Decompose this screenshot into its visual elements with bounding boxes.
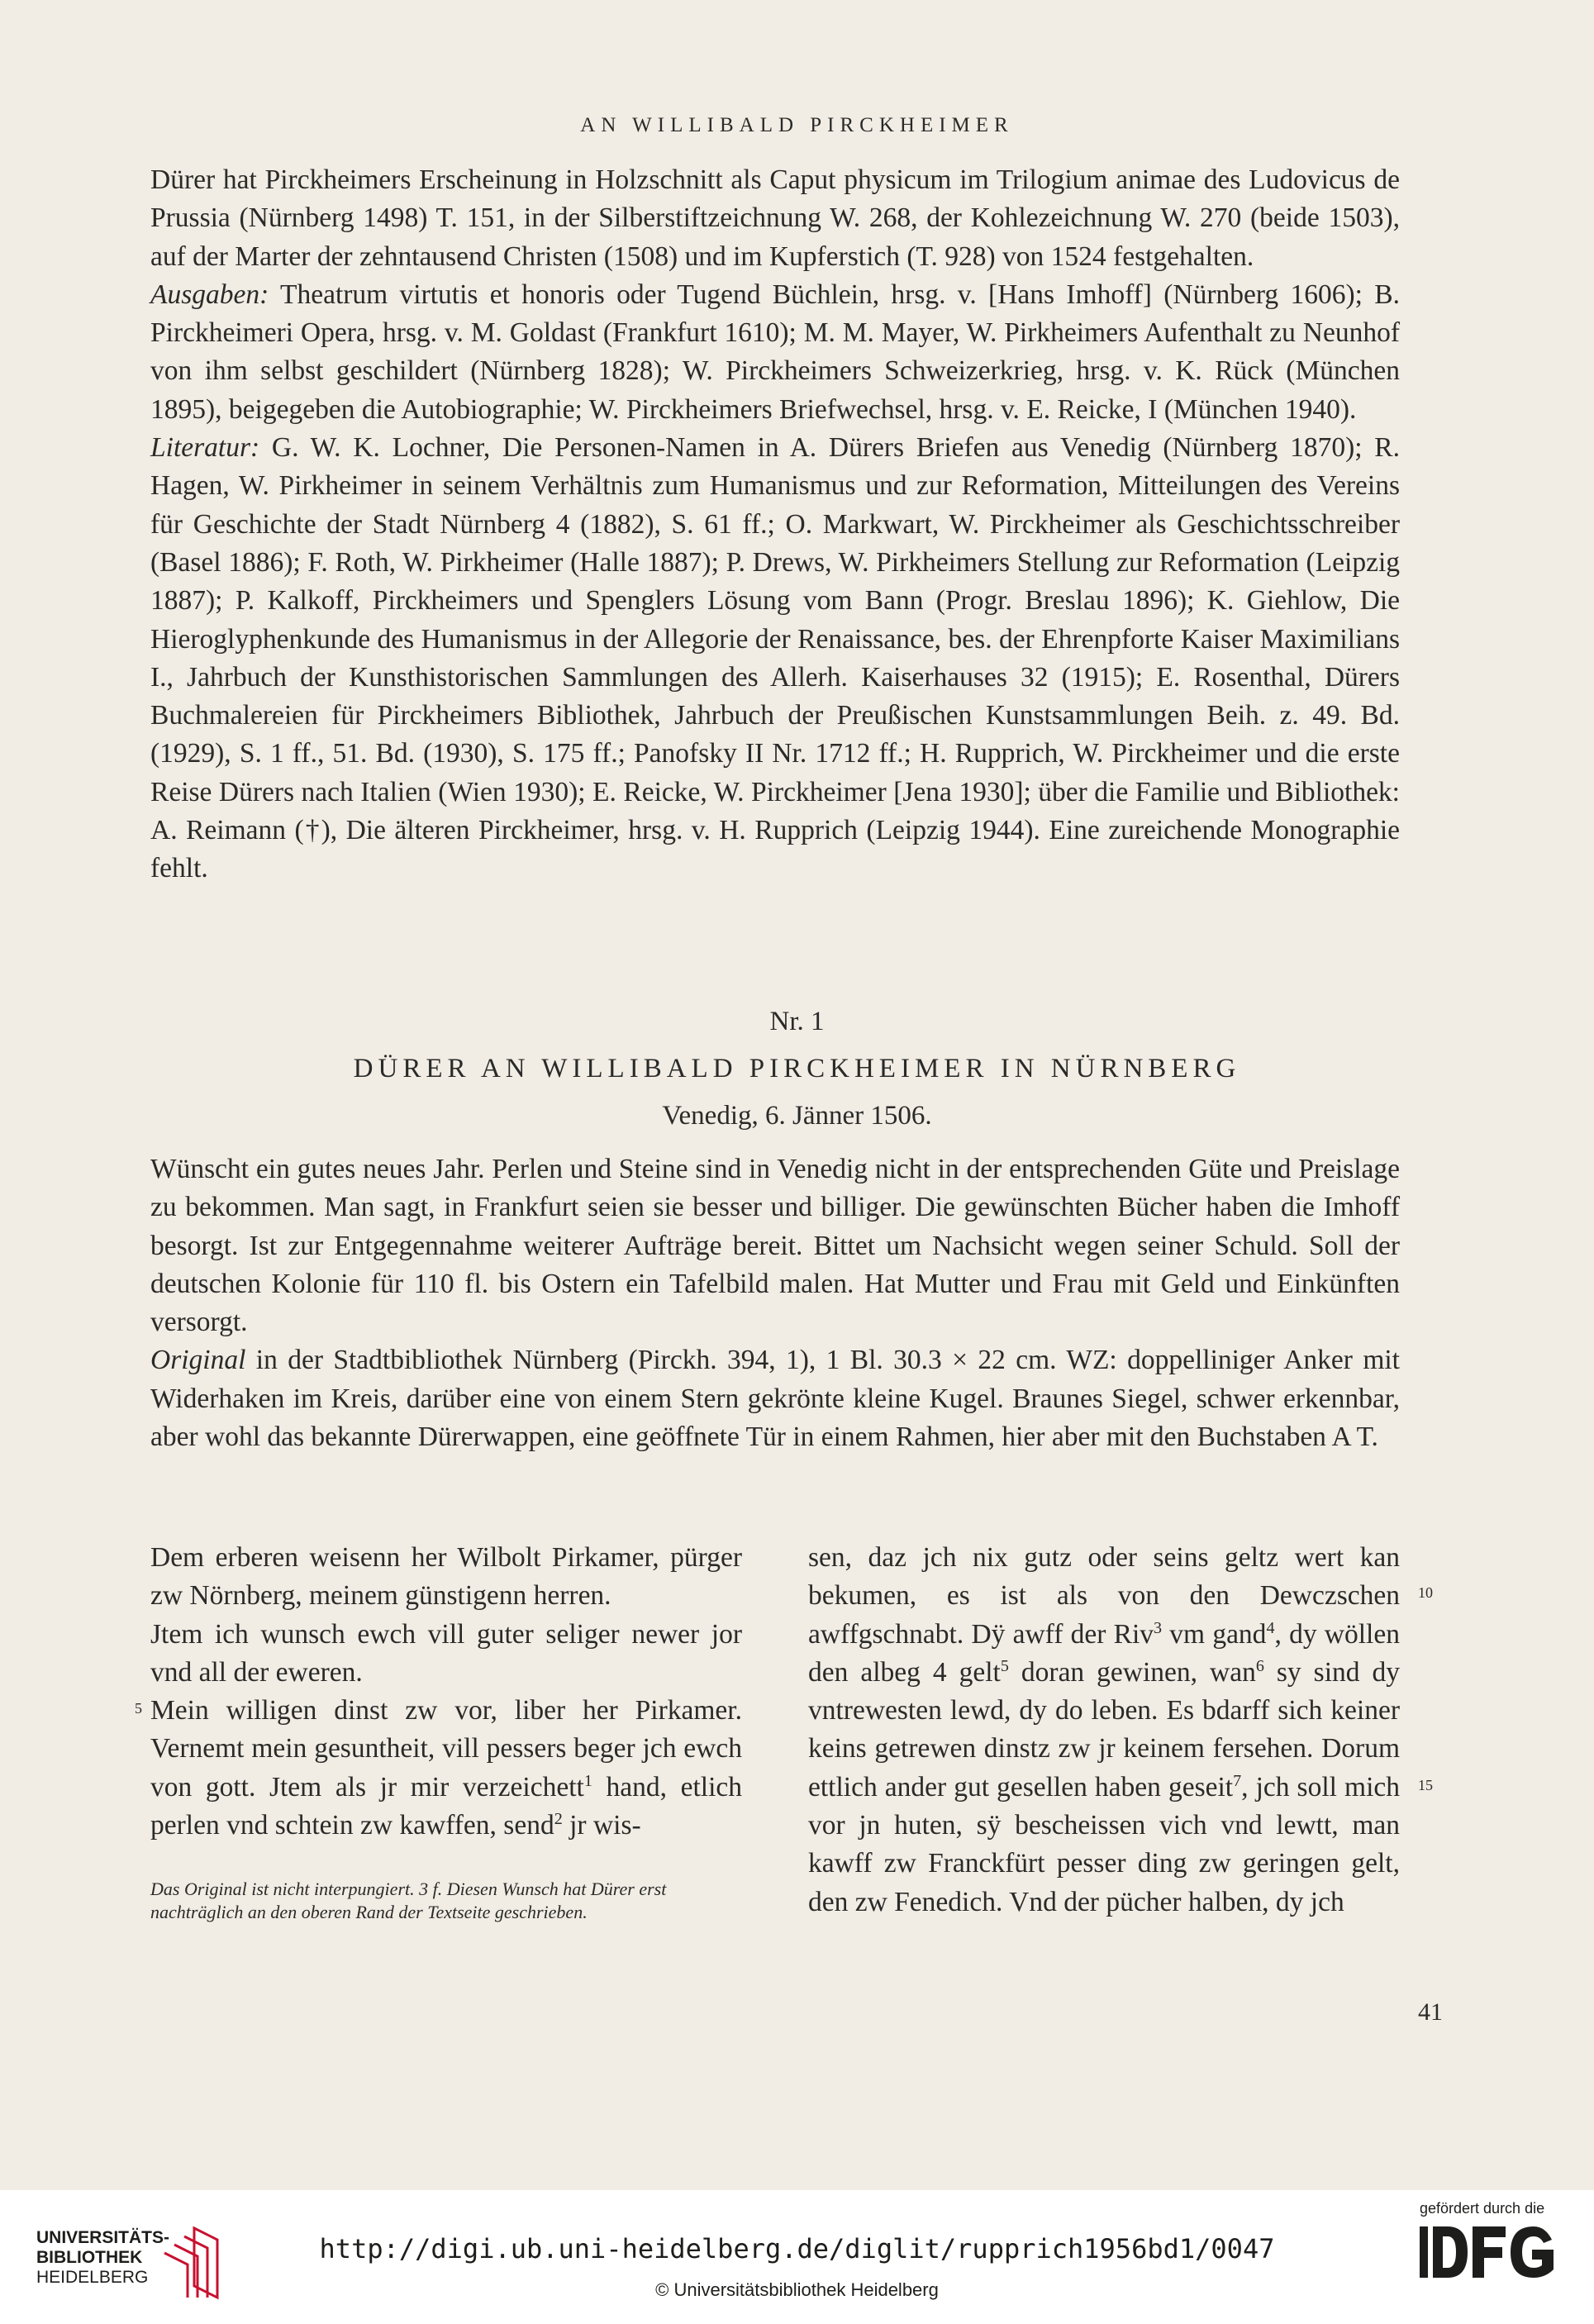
ausgaben-paragraph — [150, 276, 1400, 429]
letter-number: Nr. 1 — [769, 1007, 825, 1036]
intro-paragraph: Dürer hat Pirckheimers Erscheinung in Holzschnitt als Caput physicum im Trilogium animae des Ludovicus de Prussia (Nürnberg 1498) T. 151, in der Silberstiftzeichnung W. 268, der Kohlezeichnung W. 270 (beide 1503), auf der Marter der zehntausend Christen (1508) und im Kupferstich (T. 928) von 1524 festgehalten. — [150, 164, 1400, 272]
dfg-caption: gefördert durch die — [1420, 2200, 1545, 2217]
ausgaben-label: Ausgaben: — [150, 279, 269, 310]
original-text: in der Stadtbibliothek Nürnberg (Pirckh. 394, 1), 1 Bl. 30.3 × 22 cm. WZ: doppelliniger Anker mit Widerhaken im Kreis, darüber eine von einem Stern gekrönte kleine Kugel. Braunes Siegel, schwer erkennbar, aber wohl das bekannte Dürerwappen, eine geöffnete Tür in einem Rahmen, hier aber mit den Buchstaben A T. — [150, 1345, 1400, 1453]
letter-dateline: Venedig, 6. Jänner 1506. — [662, 1101, 932, 1131]
line-number: 5 — [135, 1700, 142, 1717]
original-label: Original — [150, 1345, 246, 1376]
literatur-paragraph — [150, 429, 1400, 888]
source-url-link[interactable]: http://digi.ub.uni-heidelberg.de/diglit/rupprich1956bd1/0047 — [319, 2233, 1275, 2264]
letter-heading: DÜRER AN WILLIBALD PIRCKHEIMER IN NÜRNBERG — [353, 1054, 1241, 1083]
letter-address: Dem erberen weisenn her Wilbolt Pirkamer, pürger zw Nörnberg, meinem günstigenn herren. — [150, 1542, 742, 1612]
letter-summary: Wünscht ein gutes neues Jahr. Perlen und Steine sind in Venedig nicht in der entsprechenden Güte und Preislage zu bekommen. Man sagt, in Frankfurt seien sie besser und billiger. Die gewünschten Bücher haben die Imhoff besorgt. Ist zur Entgegennahme weiterer Aufträge bereit. Bittet um Nachsicht wegen seiner Schuld. Soll der deutschen Kolonie für 110 fl. bis Ostern ein Tafelbild malen. Hat Mutter und Frau mit Geld und Einkünften versorgt. — [150, 1154, 1400, 1338]
library-name-line2: BIBLIOTHEK — [36, 2248, 143, 2267]
intro-block — [150, 161, 1400, 888]
library-name-line3: HEIDELBERG — [36, 2268, 149, 2287]
running-head: AN WILLIBALD PIRCKHEIMER — [580, 114, 1014, 136]
copyright-notice: © Universitätsbibliothek Heidelberg — [655, 2279, 939, 2300]
literatur-label: Literatur: — [150, 432, 260, 464]
page-number: 41 — [1418, 1998, 1443, 2026]
letter-text-left-column — [150, 1539, 742, 1845]
footnote: Das Original ist nicht interpungiert. 3 f. Diesen Wunsch hat Dürer erst nachträglich an den oberen Rand der Textseite geschrieben. — [150, 1879, 667, 1922]
ausgaben-text: Theatrum virtutis et honoris oder Tugend Büchlein, hrsg. v. [Hans Imhoff] (Nürnberg 1606); B. Pirckheimeri Opera, hrsg. v. M. Goldast (Frankfurt 1610); M. M. Mayer, W. Pirkheimers Aufenthalt zu Neunhof von ihm selbst geschildert (Nürnberg 1828); W. Pirckheimers Schweizerkrieg, hrsg. v. K. Rück (München 1895), beigegeben die Autobiographie; W. Pirckheimers Briefwechsel, hrsg. v. E. Reicke, I (München 1940). — [150, 279, 1400, 425]
letter-text-right-column — [808, 1539, 1400, 1922]
original-paragraph — [150, 1341, 1400, 1456]
letter-paragraph-2: Mein willigen dinst zw vor, liber her Pirkamer. Vernemt mein gesuntheit, vill pessers beger jch ewch von gott. Jtem als jr mir verzeichett$^1$ hand, etlich perlen vnd schtein zw kawffen, send$^2$ jr wis- — [150, 1695, 742, 1841]
letter-paragraph-1: Jtem ich wunsch ewch vill guter seliger newer jor vnd all der eweren. — [150, 1618, 742, 1688]
letter-summary-block — [150, 1150, 1400, 1456]
dfg-logo[interactable] — [1420, 2223, 1568, 2281]
footer-bar — [0, 2190, 1594, 2324]
line-number: 15 — [1418, 1777, 1433, 1793]
literatur-text: G. W. K. Lochner, Die Personen-Namen in A. Dürers Briefen aus Venedig (Nürnberg 1870); R. Hagen, W. Pirkheimer in seinem Verhältnis zum Humanismus und zur Reformation, Mitteilungen des Vereins für Geschichte der Stadt Nürnberg 4 (1882), S. 61 ff.; O. Markwart, W. Pirckheimer als Geschichtsschreiber (Basel 1886); F. Roth, W. Pirkheimer (Halle 1887); P. Drews, W. Pirkheimers Stellung zur Reformation (Leipzig 1887); P. Kalkoff, Pirckheimers und Spenglers Lösung vom Bann (Progr. Breslau 1896); K. Giehlow, Die Hieroglyphenkunde des Humanismus in der Allegorie der Renaissance, bes. der Ehrenpforte Kaiser Maximilians I., Jahrbuch der Kunsthistorischen Sammlungen des Allerh. Kaiserhauses 32 (1915); E. Rosenthal, Dürers Buchmalereien für Pirckheimers Bibliothek, Jahrbuch der Preußischen Kunstsammlungen Beih. z. 49. Bd. (1929), S. 1 ff., 51. Bd. (1930), S. 175 ff.; Panofsky II Nr. 1712 ff.; H. Rupprich, W. Pirckheimer und die erste Reise Dürers nach Italien (Wien 1930); E. Reicke, W. Pirckheimer [Jena 1930]; über die Familie und Bibliothek: A. Reimann (†), Die älteren Pirckheimer, hrsg. v. H. Rupprich (Leipzig 1944). Eine zureichende Monographie fehlt. — [150, 432, 1401, 884]
library-name-line1: UNIVERSITÄTS- — [36, 2228, 170, 2247]
line-number: 10 — [1418, 1584, 1433, 1601]
letter-paragraph-continued: sen, daz jch nix gutz oder seins geltz wert kan bekumen, es ist als von den Dewczschen awffgschnabt. Dÿ awff der Riv$^3$ vm gand$^4$, dy wöllen den albeg 4 gelt$^5$ doran gewinen, wan$^6$ sy sind dy vntrewesten lewd, dy do leben. Es bdarff sich keiner keins getrewen dinstz zw jr keinem fersehen. Dorum ettlich ander gut gesellen haben geseit$^7$, jch soll mich vor jn huten, sÿ bescheissen vich vnd lewtt, man kawff zw Franckfürt pesser ding zw geringen gelt, den zw Fenedich. Vnd der pücher halben, dy jch — [808, 1542, 1400, 1917]
